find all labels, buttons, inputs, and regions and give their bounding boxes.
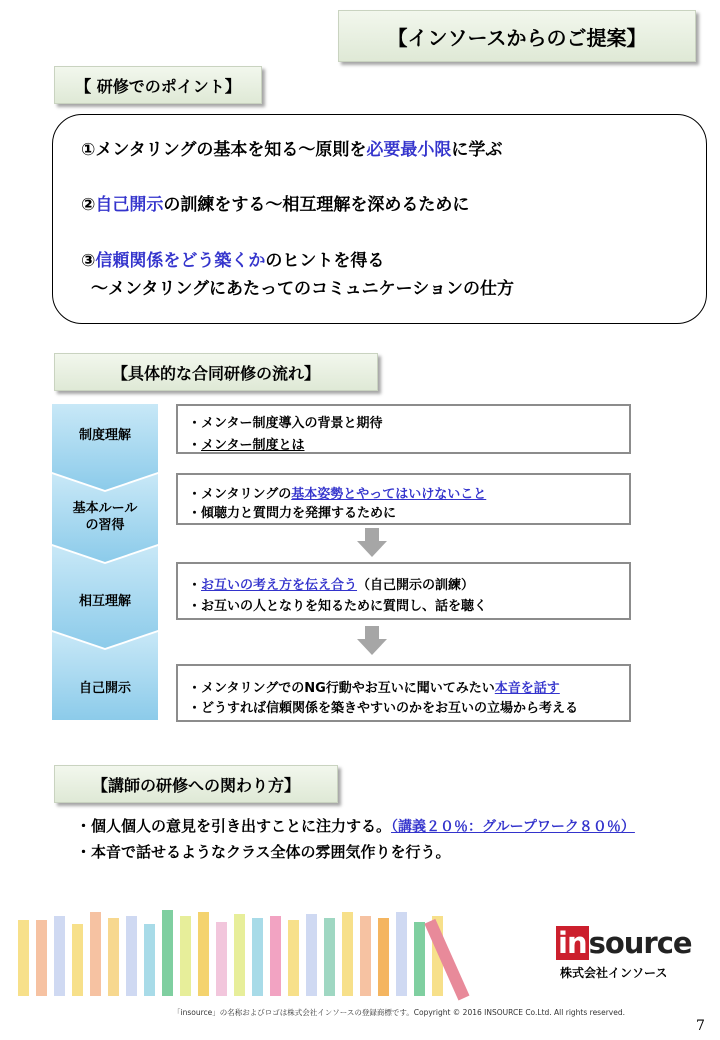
flow-box-4-line-2: [188, 697, 578, 716]
stage-label-2: 基本ルール の習得: [72, 501, 138, 533]
page-title: 【インソースからのご提案】: [338, 10, 696, 62]
flow-text: ・どうすれば信頼関係を築きやすいのかをお互いの立場から考える: [188, 701, 579, 716]
point-3-tail: のヒントを得る: [265, 251, 385, 271]
stage-chevron-1: [52, 404, 158, 490]
book-spine: [288, 920, 299, 996]
page-number: 7: [696, 1018, 705, 1034]
flow-text: ・メンタリングでのNG行動やお互いに聞いてみたい: [188, 681, 495, 696]
flow-box-2: [176, 473, 631, 525]
book-spine: [216, 922, 227, 996]
flow-box-3: [176, 562, 631, 620]
stage-label-1: 制度理解: [78, 428, 131, 443]
flow-box-1: [176, 404, 631, 454]
book-spine: [126, 916, 137, 996]
point-1-tail: に学ぶ: [451, 140, 503, 160]
role-item-1: [76, 815, 635, 836]
point-1-highlight: 必要最小限: [366, 140, 452, 160]
points-panel: [52, 114, 707, 324]
point-3-sub-text: ～メンタリングにあたってのコミュニケーションの仕方: [91, 279, 514, 299]
point-3-sub: [91, 274, 514, 299]
book-spine: [18, 920, 29, 996]
point-1: [81, 135, 502, 160]
flow-text: ・メンター制度導入の背景と期待: [188, 416, 383, 431]
book-spine: [162, 910, 173, 996]
flow-highlight-text: お互いの考え方を伝え合う: [201, 578, 358, 593]
book-spine: [90, 912, 101, 996]
insource-logo: [556, 926, 692, 960]
role-item-2-text: ・本音で話せるようなクラス全体の雰囲気作りを行う。: [76, 843, 451, 861]
book-spine: [180, 916, 191, 996]
decorative-books-illustration: [18, 906, 518, 1002]
point-2-tail: の訓練をする～相互理解を深めるために: [163, 195, 470, 215]
flow-box-2-line-2: [188, 502, 396, 521]
flow-box-4: [176, 664, 631, 722]
point-3-text: ③: [81, 251, 96, 271]
flow-heading: 【具体的な合同研修の流れ】: [54, 353, 378, 391]
logo-in-mark: in: [558, 926, 587, 960]
flow-box-2-line-1: [188, 483, 486, 502]
point-1-text: ①メンタリングの基本を知る～原則を: [81, 140, 367, 160]
down-arrow-icon: [356, 626, 388, 656]
flow-text: ・お互いの人となりを知るために質問し、話を聴く: [188, 599, 488, 614]
book-spine: [72, 924, 83, 996]
book-spine: [144, 924, 155, 996]
book-spine: [234, 914, 245, 996]
flow-box-3-line-2: [188, 595, 487, 614]
stage-label-3: 相互理解: [78, 594, 131, 609]
point-2-text: ②: [81, 195, 96, 215]
book-spine: [396, 912, 407, 996]
role-item-2: [76, 841, 451, 862]
flow-underline-text: メンター制度とは: [201, 438, 305, 453]
point-3: [81, 246, 384, 271]
flow-box-1-line-1: [188, 412, 382, 431]
role-heading: 【講師の研修への関わり方】: [54, 765, 338, 803]
flow-highlight-text: 本音を話す: [494, 681, 560, 696]
book-spine: [108, 918, 119, 996]
point-3-highlight: 信頼関係をどう築くか: [95, 251, 266, 271]
role-item-1-text: ・個人個人の意見を引き出すことに注力する。: [76, 817, 392, 835]
book-spine: [414, 922, 425, 996]
flow-box-4-line-1: [188, 677, 560, 696]
flow-chevrons: [52, 404, 164, 724]
stage-label-4: 自己開示: [78, 681, 131, 696]
flow-text: ・メンタリングの: [188, 487, 292, 502]
book-spine: [342, 912, 353, 996]
flow-text: ・: [188, 578, 202, 593]
book-spine: [54, 916, 65, 996]
point-2: [81, 190, 469, 215]
flow-box-3-line-1: [188, 574, 474, 593]
book-spine: [424, 919, 469, 1001]
book-spine: [198, 912, 209, 996]
book-spine: [360, 916, 371, 996]
points-heading: 【 研修でのポイント】: [54, 66, 262, 104]
book-spine: [36, 920, 47, 996]
book-spine: [378, 918, 389, 996]
role-item-1-note: （講義２０％：グループワーク８０％）: [391, 819, 635, 835]
flow-highlight-text: 基本姿勢とやってはいけないこと: [291, 487, 487, 502]
flow-text: ・: [188, 438, 202, 453]
logo-wordmark: source: [588, 926, 692, 960]
book-spine: [270, 916, 281, 996]
copyright-footer: 「insource」の名称およびロゴは株式会社インソースの登録商標です。Copyright © 2016 INSOURCE Co.Ltd. All rights reserved.: [173, 1008, 625, 1017]
book-spine: [324, 918, 335, 996]
point-2-highlight: 自己開示: [95, 195, 164, 215]
flow-box-1-line-2: [188, 434, 305, 453]
flow-text: （自己開示の訓練）: [357, 578, 475, 593]
down-arrow-icon: [356, 528, 388, 558]
flow-text: ・傾聴力と質問力を発揮するために: [188, 506, 397, 521]
book-spine: [252, 918, 263, 996]
book-spine: [306, 914, 317, 996]
company-name: 株式会社インソース: [560, 966, 668, 980]
